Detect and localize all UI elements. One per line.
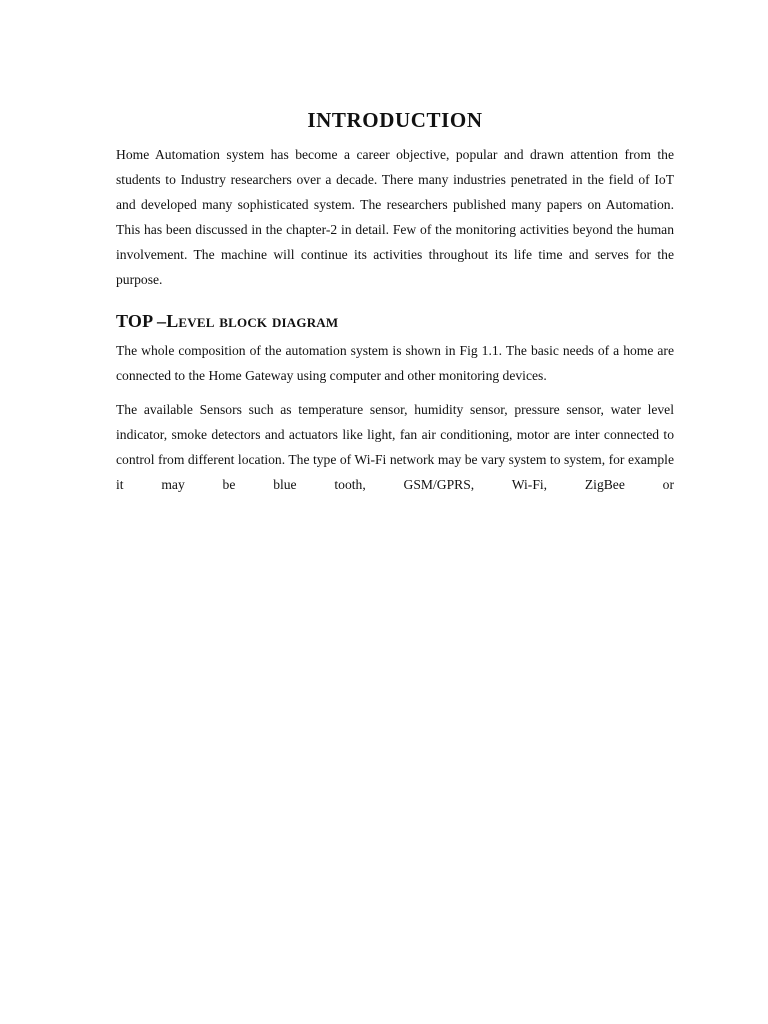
sensors-paragraph: The available Sensors such as temperature sensor, humidity sensor, pressure sensor, water level indicator, smoke detectors and actuators like light, fan air conditioning, motor are inter connected to control from different location. The type of Wi-Fi network may be vary system to system, for example it may be blue tooth, GSM/GPRS, Wi-Fi, ZigBee or	[116, 402, 674, 492]
page-title: INTRODUCTION	[307, 108, 483, 132]
document-page	[116, 104, 674, 497]
section-heading-rest: Level block diagram	[166, 311, 339, 331]
intro-paragraph: Home Automation system has become a career objective, popular and drawn attention from the students to Industry researchers over a decade. There many industries penetrated in the field of IoT and developed many sophisticated system. The researchers published many papers on Automation. This has been discussed in the chapter-2 in detail. Few of the monitoring activities beyond the human involvement. The machine will continue its activities throughout its life time and serves for the purpose.	[116, 147, 674, 287]
section-heading-lead: TOP –	[116, 311, 167, 331]
section-heading	[116, 308, 674, 334]
composition-paragraph: The whole composition of the automation system is shown in Fig 1.1. The basic needs of a home are connected to the Home Gateway using computer and other monitoring devices.	[116, 343, 674, 383]
